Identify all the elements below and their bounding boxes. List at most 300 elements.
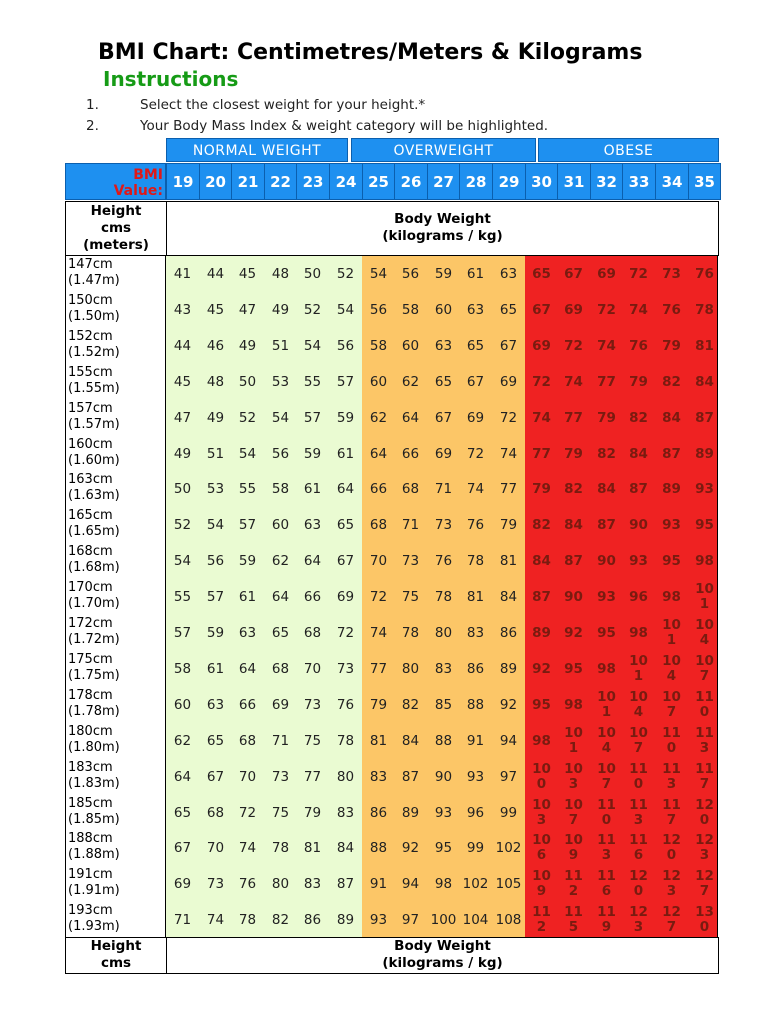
table-row <box>65 830 719 866</box>
weight-cell: 63 <box>206 697 225 713</box>
height-cell <box>65 328 166 364</box>
height-cell <box>65 471 166 507</box>
weight-cell: 11 0 <box>629 761 648 792</box>
weight-cell: 62 <box>401 374 420 390</box>
height-cm: 157cm <box>68 401 113 416</box>
height-cm: 175cm <box>68 652 113 667</box>
weight-cell: 89 <box>499 661 518 677</box>
weight-cell: 74 <box>532 410 551 426</box>
weight-cell: 64 <box>238 661 257 677</box>
height-m: (1.75m) <box>68 668 120 683</box>
instructions-heading: Instructions <box>103 67 239 91</box>
weight-cell: 70 <box>238 769 257 785</box>
weight-cell: 63 <box>466 302 485 318</box>
weight-cell: 73 <box>206 876 225 892</box>
weight-cell: 84 <box>564 517 583 533</box>
weight-cell: 65 <box>206 733 225 749</box>
weight-cell: 70 <box>303 661 322 677</box>
weight-cell: 65 <box>466 338 485 354</box>
weight-cell: 79 <box>499 517 518 533</box>
weight-cell: 61 <box>336 446 355 462</box>
weight-cell: 69 <box>434 446 453 462</box>
weight-cell: 69 <box>499 374 518 390</box>
weight-cell: 11 5 <box>564 904 583 935</box>
weight-cell: 72 <box>597 302 616 318</box>
weight-cell: 81 <box>466 589 485 605</box>
weight-cell: 78 <box>238 912 257 928</box>
weight-cell: 68 <box>369 517 388 533</box>
weight-cell: 82 <box>401 697 420 713</box>
weight-cell: 97 <box>401 912 420 928</box>
weight-cell: 70 <box>369 553 388 569</box>
weight-cell: 65 <box>271 625 290 641</box>
height-cell <box>65 866 166 902</box>
weight-cell: 60 <box>369 374 388 390</box>
weight-cell: 52 <box>303 302 322 318</box>
weight-cell: 104 <box>462 912 489 928</box>
weight-cell: 77 <box>597 374 616 390</box>
weight-cell: 54 <box>173 553 192 569</box>
bmi-value-cell: 27 <box>427 163 460 200</box>
weight-cell: 83 <box>434 661 453 677</box>
weight-cell: 12 3 <box>695 832 714 863</box>
bmi-value-cell: 33 <box>622 163 656 200</box>
weight-cell: 11 9 <box>597 904 616 935</box>
step-text: Select the closest weight for your height.* <box>140 97 426 113</box>
weight-cell: 11 3 <box>662 761 681 792</box>
weight-cell: 87 <box>336 876 355 892</box>
height-cell <box>65 400 166 436</box>
weight-cell: 67 <box>564 266 583 282</box>
weight-cell: 93 <box>466 769 485 785</box>
height-m: (1.91m) <box>68 883 120 898</box>
height-cell <box>65 615 166 651</box>
weight-cell: 89 <box>662 481 681 497</box>
table-row <box>65 866 719 902</box>
weight-cell: 59 <box>206 625 225 641</box>
weight-cell: 65 <box>532 266 551 282</box>
weight-cell: 69 <box>271 697 290 713</box>
weight-cell: 70 <box>206 840 225 856</box>
table-row <box>65 615 719 651</box>
weight-cell: 61 <box>303 481 322 497</box>
weight-cell: 11 2 <box>564 868 583 899</box>
weight-cell: 72 <box>336 625 355 641</box>
weight-cell: 61 <box>206 661 225 677</box>
weight-cell: 49 <box>206 410 225 426</box>
height-cm: 193cm <box>68 903 113 918</box>
weight-cell: 95 <box>564 661 583 677</box>
weight-cell: 63 <box>434 338 453 354</box>
weight-cell: 60 <box>434 302 453 318</box>
weight-cell: 96 <box>466 805 485 821</box>
height-cell <box>65 795 166 831</box>
step-number: 1. <box>86 97 99 113</box>
weight-cell: 89 <box>336 912 355 928</box>
weight-cell: 46 <box>206 338 225 354</box>
weight-cell: 98 <box>629 625 648 641</box>
table-row <box>65 400 719 436</box>
bmi-value-label <box>65 163 166 200</box>
height-m: (1.47m) <box>68 273 120 288</box>
bmi-value-cell: 26 <box>394 163 428 200</box>
weight-cell: 83 <box>369 769 388 785</box>
weight-cell: 57 <box>238 517 257 533</box>
weight-cell: 60 <box>401 338 420 354</box>
weight-cell: 93 <box>369 912 388 928</box>
weight-cell: 77 <box>564 410 583 426</box>
weight-cell: 81 <box>303 840 322 856</box>
weight-cell: 10 9 <box>564 832 583 863</box>
weight-header <box>167 202 718 255</box>
weight-cell: 83 <box>336 805 355 821</box>
weight-cell: 74 <box>629 302 648 318</box>
weight-cell: 84 <box>336 840 355 856</box>
weight-cell: 75 <box>303 733 322 749</box>
weight-cell: 71 <box>401 517 420 533</box>
bmi-value-cell: 24 <box>329 163 363 200</box>
weight-cell: 62 <box>173 733 192 749</box>
bmi-value-cell: 30 <box>525 163 558 200</box>
weight-cell: 67 <box>173 840 192 856</box>
height-cell <box>65 902 166 938</box>
weight-cell: 84 <box>662 410 681 426</box>
height-cm: 147cm <box>68 257 113 272</box>
weight-cell: 12 0 <box>629 868 648 899</box>
weight-cell: 78 <box>336 733 355 749</box>
weight-cell: 90 <box>597 553 616 569</box>
weight-cell: 49 <box>271 302 290 318</box>
weight-cell: 11 3 <box>695 725 714 756</box>
weight-cell: 56 <box>369 302 388 318</box>
weight-cell: 74 <box>597 338 616 354</box>
weight-cell: 58 <box>369 338 388 354</box>
weight-cell: 76 <box>695 266 714 282</box>
weight-cell: 87 <box>662 446 681 462</box>
weight-cell: 67 <box>336 553 355 569</box>
weight-cell: 71 <box>271 733 290 749</box>
height-header-line2: cms <box>100 220 132 236</box>
weight-cell: 10 7 <box>662 689 681 720</box>
weight-cell: 59 <box>434 266 453 282</box>
weight-cell: 98 <box>695 553 714 569</box>
weight-cell: 98 <box>532 733 551 749</box>
weight-cell: 95 <box>532 697 551 713</box>
column-footer-row <box>65 937 719 974</box>
height-m: (1.78m) <box>68 704 120 719</box>
weight-cell: 87 <box>401 769 420 785</box>
height-footer-line1: Height <box>90 938 142 954</box>
weight-cell: 47 <box>238 302 257 318</box>
weight-cell: 102 <box>462 876 489 892</box>
weight-cell: 11 6 <box>629 832 648 863</box>
weight-cell: 10 0 <box>532 761 551 792</box>
weight-cell: 72 <box>466 446 485 462</box>
weight-cell: 98 <box>662 589 681 605</box>
table-row <box>65 471 719 507</box>
weight-cell: 11 2 <box>532 904 551 935</box>
weight-header-line2: (kilograms / kg) <box>382 228 503 244</box>
weight-cell: 69 <box>564 302 583 318</box>
step-number: 2. <box>86 118 99 134</box>
height-m: (1.57m) <box>68 417 120 432</box>
weight-cell: 80 <box>401 661 420 677</box>
weight-cell: 89 <box>695 446 714 462</box>
weight-cell: 13 0 <box>695 904 714 935</box>
weight-cell: 12 3 <box>662 868 681 899</box>
weight-cell: 54 <box>271 410 290 426</box>
weight-cell: 10 1 <box>564 725 583 756</box>
bmi-label-line1: BMI <box>133 167 163 183</box>
weight-cell: 74 <box>238 840 257 856</box>
weight-cell: 82 <box>629 410 648 426</box>
weight-cell: 71 <box>434 481 453 497</box>
height-header-line3: (meters) <box>83 237 149 253</box>
weight-cell: 102 <box>495 840 522 856</box>
height-cm: 168cm <box>68 544 113 559</box>
weight-cell: 66 <box>401 446 420 462</box>
weight-cell: 78 <box>434 589 453 605</box>
weight-cell: 54 <box>303 338 322 354</box>
weight-cell: 95 <box>434 840 453 856</box>
height-cell <box>65 256 166 292</box>
height-cm: 188cm <box>68 831 113 846</box>
height-m: (1.65m) <box>68 524 120 539</box>
weight-cell: 57 <box>336 374 355 390</box>
weight-cell: 10 7 <box>629 725 648 756</box>
weight-cell: 78 <box>466 553 485 569</box>
weight-cell: 68 <box>303 625 322 641</box>
weight-cell: 53 <box>271 374 290 390</box>
weight-cell: 57 <box>206 589 225 605</box>
weight-cell: 80 <box>434 625 453 641</box>
bmi-value-row <box>65 163 719 200</box>
weight-cell: 10 3 <box>564 761 583 792</box>
weight-cell: 108 <box>495 912 522 928</box>
height-m: (1.55m) <box>68 381 120 396</box>
weight-cell: 12 0 <box>695 797 714 828</box>
weight-cell: 67 <box>434 410 453 426</box>
weight-cell: 11 3 <box>597 832 616 863</box>
weight-cell: 67 <box>206 769 225 785</box>
weight-cell: 63 <box>238 625 257 641</box>
weight-cell: 97 <box>499 769 518 785</box>
weight-cell: 65 <box>434 374 453 390</box>
weight-cell: 50 <box>238 374 257 390</box>
table-row <box>65 579 719 615</box>
height-m: (1.63m) <box>68 488 120 503</box>
weight-cell: 80 <box>336 769 355 785</box>
height-cm: 152cm <box>68 329 113 344</box>
weight-cell: 50 <box>173 481 192 497</box>
weight-cell: 55 <box>303 374 322 390</box>
weight-cell: 59 <box>303 446 322 462</box>
weight-cell: 63 <box>499 266 518 282</box>
table-row <box>65 651 719 687</box>
weight-cell: 95 <box>597 625 616 641</box>
weight-cell: 10 1 <box>662 617 681 648</box>
weight-cell: 60 <box>173 697 192 713</box>
weight-cell: 73 <box>401 553 420 569</box>
weight-cell: 93 <box>434 805 453 821</box>
table-row <box>65 687 719 723</box>
weight-cell: 64 <box>173 769 192 785</box>
weight-header-line1: Body Weight <box>394 211 491 227</box>
category-normal-weight: NORMAL WEIGHT <box>166 138 348 162</box>
weight-cell: 92 <box>564 625 583 641</box>
height-cm: 178cm <box>68 688 113 703</box>
weight-cell: 76 <box>238 876 257 892</box>
table-row <box>65 902 719 938</box>
weight-cell: 98 <box>434 876 453 892</box>
weight-cell: 86 <box>466 661 485 677</box>
height-cm: 183cm <box>68 760 113 775</box>
category-row <box>166 138 719 162</box>
weight-cell: 87 <box>532 589 551 605</box>
weight-cell: 84 <box>532 553 551 569</box>
weight-cell: 72 <box>532 374 551 390</box>
weight-cell: 11 3 <box>629 797 648 828</box>
weight-cell: 49 <box>173 446 192 462</box>
weight-cell: 94 <box>499 733 518 749</box>
bmi-value-cell: 19 <box>166 163 200 200</box>
height-cm: 155cm <box>68 365 113 380</box>
height-cm: 172cm <box>68 616 113 631</box>
weight-cell: 65 <box>499 302 518 318</box>
weight-cell: 68 <box>238 733 257 749</box>
weight-cell: 81 <box>499 553 518 569</box>
weight-cell: 56 <box>401 266 420 282</box>
weight-cell: 10 4 <box>629 689 648 720</box>
weight-cell: 57 <box>173 625 192 641</box>
weight-cell: 45 <box>206 302 225 318</box>
bmi-value-cell: 35 <box>688 163 721 200</box>
weight-cell: 79 <box>532 481 551 497</box>
height-header <box>66 202 167 255</box>
weight-cell: 76 <box>466 517 485 533</box>
height-m: (1.50m) <box>68 309 120 324</box>
bmi-value-cell: 31 <box>557 163 591 200</box>
weight-cell: 72 <box>564 338 583 354</box>
weight-cell: 62 <box>271 553 290 569</box>
weight-cell: 93 <box>597 589 616 605</box>
height-cm: 191cm <box>68 867 113 882</box>
weight-cell: 55 <box>238 481 257 497</box>
weight-cell: 51 <box>206 446 225 462</box>
weight-cell: 90 <box>629 517 648 533</box>
weight-cell: 76 <box>662 302 681 318</box>
weight-cell: 10 1 <box>597 689 616 720</box>
bmi-value-cell: 22 <box>264 163 297 200</box>
weight-cell: 54 <box>206 517 225 533</box>
weight-cell: 76 <box>336 697 355 713</box>
weight-cell: 78 <box>271 840 290 856</box>
weight-cell: 61 <box>238 589 257 605</box>
weight-cell: 73 <box>662 266 681 282</box>
weight-cell: 52 <box>173 517 192 533</box>
weight-cell: 67 <box>499 338 518 354</box>
height-m: (1.60m) <box>68 453 120 468</box>
weight-cell: 86 <box>369 805 388 821</box>
weight-cell: 74 <box>564 374 583 390</box>
weight-cell: 82 <box>662 374 681 390</box>
weight-cell: 10 7 <box>564 797 583 828</box>
bmi-value-cell: 25 <box>362 163 395 200</box>
weight-cell: 12 7 <box>695 868 714 899</box>
weight-cell: 88 <box>434 733 453 749</box>
height-cell <box>65 543 166 579</box>
height-cell <box>65 723 166 759</box>
table-row <box>65 436 719 472</box>
category-obese: OBESE <box>538 138 719 162</box>
weight-cell: 45 <box>238 266 257 282</box>
weight-cell: 82 <box>597 446 616 462</box>
weight-cell: 12 0 <box>662 832 681 863</box>
height-m: (1.93m) <box>68 919 120 934</box>
weight-cell: 87 <box>629 481 648 497</box>
weight-cell: 12 3 <box>629 904 648 935</box>
weight-cell: 69 <box>173 876 192 892</box>
weight-cell: 50 <box>303 266 322 282</box>
weight-cell: 96 <box>629 589 648 605</box>
height-cm: 185cm <box>68 796 113 811</box>
height-cm: 150cm <box>68 293 113 308</box>
weight-cell: 92 <box>401 840 420 856</box>
weight-cell: 68 <box>271 661 290 677</box>
weight-cell: 75 <box>271 805 290 821</box>
weight-footer-line2: (kilograms / kg) <box>382 955 503 971</box>
weight-cell: 94 <box>401 876 420 892</box>
step-text: Your Body Mass Index & weight category will be highlighted. <box>140 118 549 134</box>
weight-cell: 62 <box>369 410 388 426</box>
weight-cell: 84 <box>499 589 518 605</box>
weight-cell: 52 <box>336 266 355 282</box>
height-cm: 160cm <box>68 437 113 452</box>
weight-cell: 57 <box>303 410 322 426</box>
table-row <box>65 292 719 328</box>
weight-cell: 84 <box>401 733 420 749</box>
height-footer-line2: cms <box>100 955 132 971</box>
weight-cell: 83 <box>466 625 485 641</box>
weight-cell: 65 <box>336 517 355 533</box>
weight-cell: 10 7 <box>695 653 714 684</box>
weight-footer-line1: Body Weight <box>394 938 491 954</box>
weight-cell: 95 <box>662 553 681 569</box>
weight-cell: 99 <box>499 805 518 821</box>
weight-cell: 11 7 <box>662 797 681 828</box>
weight-cell: 72 <box>238 805 257 821</box>
weight-cell: 92 <box>532 661 551 677</box>
weight-cell: 54 <box>238 446 257 462</box>
height-cell <box>65 651 166 687</box>
weight-cell: 98 <box>597 661 616 677</box>
table-row <box>65 507 719 543</box>
weight-cell: 10 4 <box>695 617 714 648</box>
weight-cell: 76 <box>629 338 648 354</box>
weight-cell: 48 <box>206 374 225 390</box>
weight-cell: 82 <box>271 912 290 928</box>
weight-cell: 11 0 <box>662 725 681 756</box>
weight-cell: 87 <box>597 517 616 533</box>
weight-cell: 76 <box>434 553 453 569</box>
weight-cell: 11 7 <box>695 761 714 792</box>
weight-cell: 11 6 <box>597 868 616 899</box>
weight-cell: 58 <box>401 302 420 318</box>
weight-cell: 73 <box>303 697 322 713</box>
weight-cell: 89 <box>532 625 551 641</box>
height-cell <box>65 364 166 400</box>
height-cell <box>65 292 166 328</box>
